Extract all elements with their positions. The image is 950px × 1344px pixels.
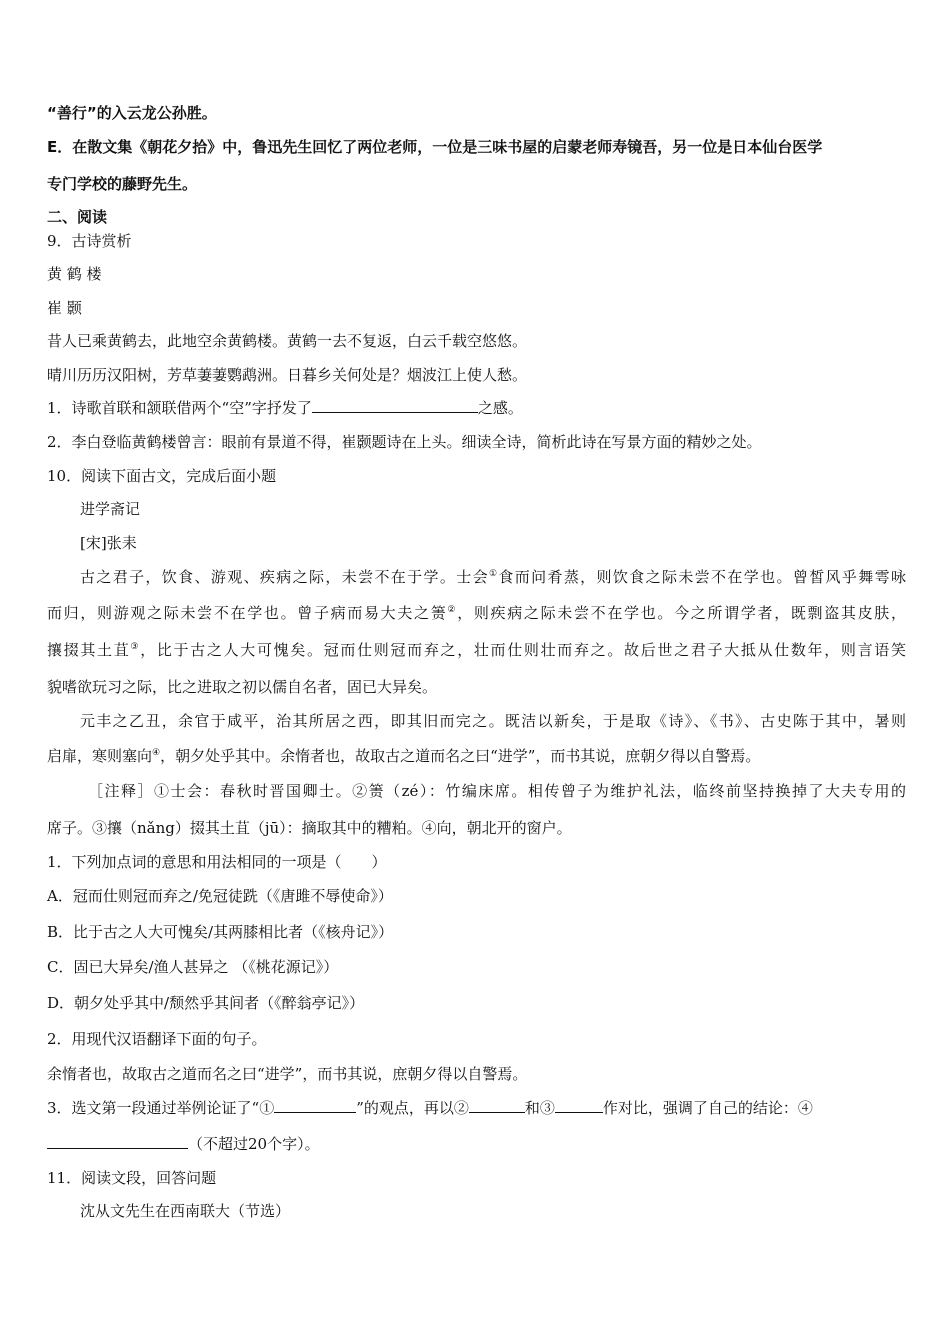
question-10-1: 1．下列加点词的意思和用法相同的一项是（ ） xyxy=(47,853,387,871)
option-d-continuation: “善行”的入云龙公孙胜。 xyxy=(47,104,217,122)
text-run: ，比于古之人大可愧矣。冠而仕则冠而弃之，壮而仕则壮而弃之。故后世之君子大抵从仕数年，则言语笑 xyxy=(140,641,906,659)
answer-blank-4[interactable] xyxy=(47,1134,188,1149)
text-run: 而归，则游观之际未尝不在学也。曾子病而易大夫之箦 xyxy=(47,604,448,622)
question-11-title: 11．阅读文段，回答问题 xyxy=(47,1169,217,1187)
option-a: A．冠而仕则冠而弃之/免冠徒跣（《唐雎不辱使命》） xyxy=(47,887,393,905)
option-c: C．固已大异矣/渔人甚异之 （《桃花源记》） xyxy=(47,958,339,976)
poem-line-1: 昔人已乘黄鹤去，此地空余黄鹤楼。黄鹤一去不复返，白云千载空悠悠。 xyxy=(47,332,528,350)
question-10-3-line-1 xyxy=(47,1098,906,1118)
text-run: 作对比，强调了自己的结论：④ xyxy=(602,1099,813,1117)
essay-para-1-line-4: 貌嗜欲玩习之际，比之进取之初以儒自名者，固已大异矣。 xyxy=(47,678,438,696)
question-9-title: 9．古诗赏析 xyxy=(47,232,132,250)
footnote-marker: ③ xyxy=(130,642,141,652)
question-9-1-suffix: 之感。 xyxy=(477,399,523,417)
text-run: 攘掇其土苴 xyxy=(47,641,131,659)
question-10-3-line-2 xyxy=(47,1134,906,1154)
answer-blank-3[interactable] xyxy=(555,1098,603,1113)
passage-title: 沈从文先生在西南联大（节选） xyxy=(80,1202,291,1220)
text-run: 食而问肴蒸，则饮食之际未尝不在学也。曾皙风乎舞雩咏 xyxy=(498,568,906,586)
text-run: 和③ xyxy=(524,1099,555,1117)
text-run: ”的观点，再以② xyxy=(356,1099,469,1117)
text-run: 启扉，寒则塞向 xyxy=(47,747,153,765)
question-9-1 xyxy=(47,398,906,418)
option-e-line-1: E．在散文集《朝花夕拾》中，鲁迅先生回忆了两位老师，一位是三味书屋的启蒙老师寿镜吾，另一位是日本仙台医学 xyxy=(47,138,823,156)
footnote-marker: ① xyxy=(488,569,499,579)
essay-para-2-line-1: 元丰之乙丑，余官于咸平，治其所居之西，即其旧而完之。既洁以新矣，于是取《诗》、《书》、古史陈于其中，暑则 xyxy=(80,712,906,730)
footnote-marker: ④ xyxy=(152,748,161,758)
text-run: 古之君子，饮食、游观、疾病之际，未尝不在于学。士会 xyxy=(80,568,489,586)
essay-title: 进学斋记 xyxy=(80,500,141,518)
answer-blank-2[interactable] xyxy=(469,1098,525,1113)
text-run: （不超过20个字）。 xyxy=(188,1135,320,1153)
annotation-line-2: 席子。③攘（nǎng）掇其土苴（jū）：摘取其中的糟粕。④向，朝北开的窗户。 xyxy=(47,819,572,837)
essay-para-1-line-3 xyxy=(47,640,906,660)
text-run: ，朝夕处乎其中。余惰者也，故取古之道而名之曰“进学”，而书其说，庶朝夕得以自警焉。 xyxy=(160,747,761,765)
footnote-marker: ② xyxy=(447,605,458,615)
text-run: 3．选文第一段通过举例论证了“① xyxy=(47,1099,275,1117)
question-10-title: 10．阅读下面古文，完成后面小题 xyxy=(47,467,277,485)
translate-sentence: 余惰者也，故取古之道而名之曰“进学”，而书其说，庶朝夕得以自警焉。 xyxy=(47,1065,528,1083)
question-10-2: 2．用现代汉语翻译下面的句子。 xyxy=(47,1030,267,1048)
question-9-2: 2．李白登临黄鹤楼曾言：眼前有景道不得，崔颢题诗在上头。细读全诗，简析此诗在写景方面的精妙之处。 xyxy=(47,433,762,451)
essay-author: [宋]张耒 xyxy=(80,534,137,552)
option-d: D．朝夕处乎其中/颓然乎其间者（《醉翁亭记》） xyxy=(47,994,365,1012)
section-heading-reading: 二、阅读 xyxy=(47,208,108,226)
essay-para-1-line-2 xyxy=(47,603,906,623)
answer-blank-1[interactable] xyxy=(274,1098,356,1113)
question-9-1-prefix: 1．诗歌首联和颔联借两个“空”字抒发了 xyxy=(47,399,312,417)
poem-line-2: 晴川历历汉阳树，芳草萋萋鹦鹉洲。日暮乡关何处是？烟波江上使人愁。 xyxy=(47,366,528,384)
option-b: B．比于古之人大可愧矣/其两膝相比者（《核舟记》） xyxy=(47,923,394,941)
essay-para-2-line-2 xyxy=(47,746,906,766)
text-run: ，则疾病之际未尝不在学也。今之所谓学者，既剽盗其皮肤， xyxy=(457,604,906,622)
essay-para-1-line-1 xyxy=(80,567,906,587)
annotation-line-1: ［注释］①士会：春秋时晋国卿士。②箦（zé）：竹编床席。相传曾子为维护礼法，临终前坚持换掉了大夫专用的 xyxy=(88,782,906,800)
poem-title: 黄 鹤 楼 xyxy=(47,265,102,283)
answer-blank[interactable] xyxy=(312,398,478,413)
option-e-line-2: 专门学校的藤野先生。 xyxy=(47,175,198,193)
poem-author: 崔 颢 xyxy=(47,299,82,317)
